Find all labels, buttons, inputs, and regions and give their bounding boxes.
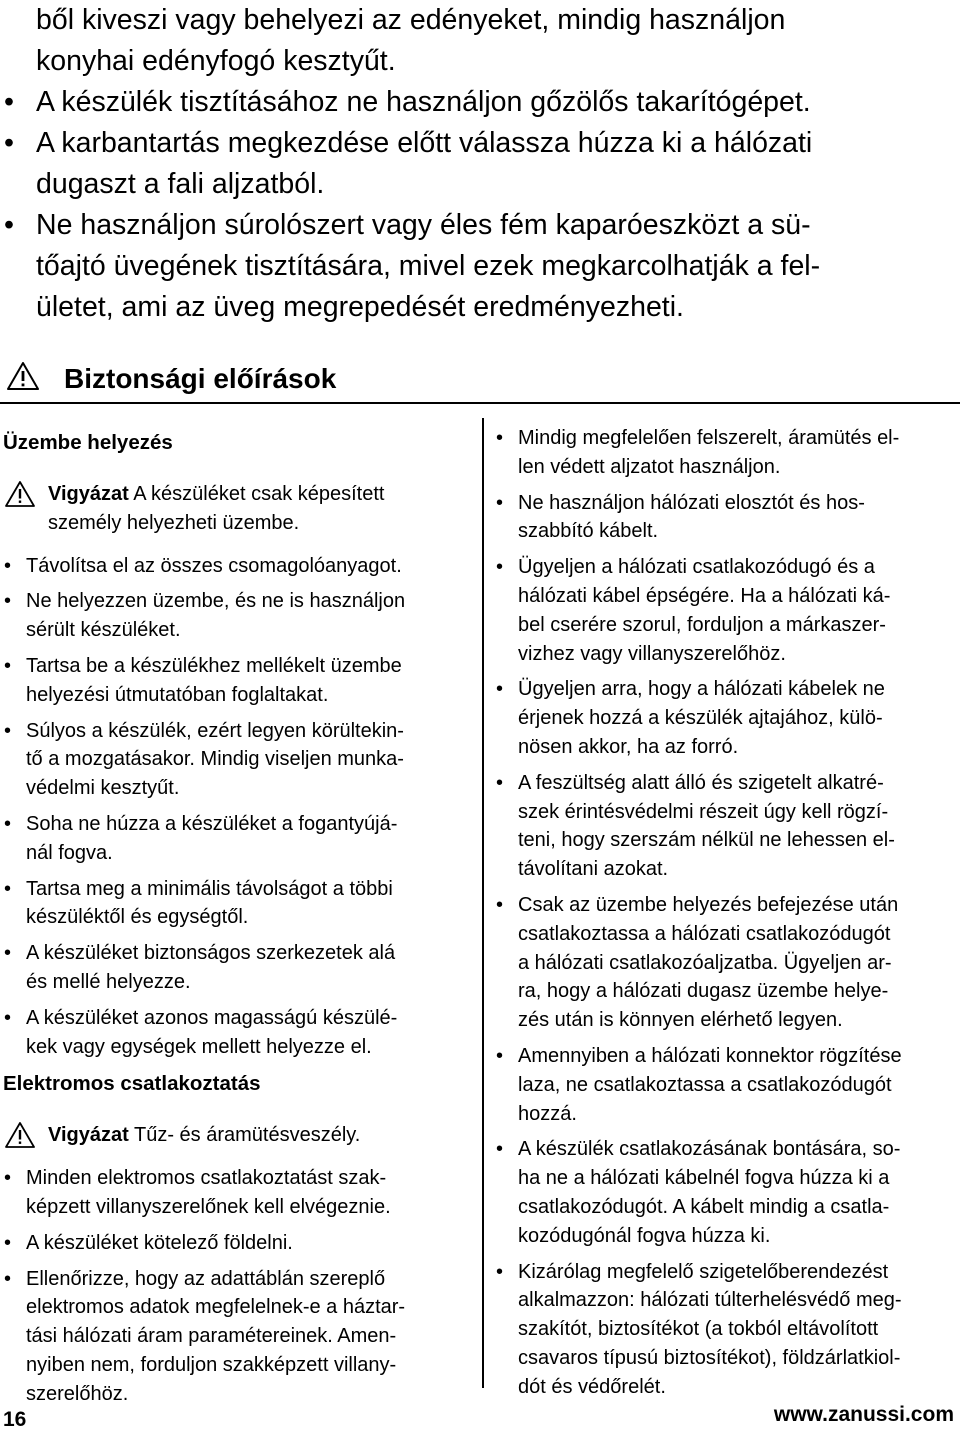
list-item: • Ellenőrizze, hogy az adattáblán szereplő elektromos adatok megfelelnek-e a háztar- tási hálózati áram paramétereinek. Amen- nyiben nem, forduljon szakképzett villany- szerelőhöz. xyxy=(0,1265,470,1409)
list-item: • Amennyiben a hálózati konnektor rögzítése laza, ne csatlakoztassa a csatlakozódugót hozzá. xyxy=(492,1042,960,1128)
electrical-warning: Vigyázat Tűz- és áramütésveszély. xyxy=(0,1121,470,1150)
bullet: • xyxy=(4,554,12,577)
list-item: • Tartsa meg a minimális távolságot a többi készüléktől és egységtől. xyxy=(0,875,470,933)
bullet: • xyxy=(4,1267,12,1290)
intro-line: dugaszt a fali aljzatból. xyxy=(36,168,325,200)
intro-line: • A készülék tisztításához ne használjon gőzölős takarítógépet. xyxy=(0,82,952,123)
column-divider xyxy=(482,418,484,1388)
list-item: • Ügyeljen a hálózati csatlakozódugó és a hálózati kábel épségére. Ha a hálózati ká- bel cserére szorul, forduljon a márkaszer- vizhez vagy villanyszerelőhöz. xyxy=(492,553,960,668)
bullet: • xyxy=(4,209,14,241)
electrical-list xyxy=(0,1164,470,1408)
website-url: www.zanussi.com xyxy=(773,1403,954,1426)
installation-heading: Üzembe helyezés xyxy=(3,431,173,454)
list-item: • A készüléket kötelező földelni. xyxy=(0,1229,470,1258)
section-title: Biztonsági előírások xyxy=(64,363,337,394)
bullet: • xyxy=(4,942,12,965)
list-item: • Tartsa be a készülékhez mellékelt üzembe helyezési útmutatóban foglaltakat. xyxy=(0,652,470,710)
bullet: • xyxy=(4,654,12,677)
bullet: • xyxy=(4,590,12,613)
installation-list xyxy=(0,552,470,1062)
bullet: • xyxy=(4,1231,12,1254)
bullet: • xyxy=(496,491,504,514)
electrical-list-continued xyxy=(492,424,960,1402)
bullet: • xyxy=(496,1044,504,1067)
list-item: • A feszültség alatt álló és szigetelt alkatré- szek érintésvédelmi részeit úgy kell rögzí- teni, hogy szerszám nélkül ne lehessen el- távolítani azokat. xyxy=(492,769,960,884)
list-item: • Csak az üzembe helyezés befejezése után csatlakoztassa a hálózati csatlakozódugót a hálózati csatlakozóaljzatba. Ügyeljen ar- ra, hogy a hálózati dugasz üzembe helye- zés után is könnyen elérhető legyen. xyxy=(492,891,960,1035)
bullet: • xyxy=(496,893,504,916)
electrical-heading: Elektromos csatlakoztatás xyxy=(3,1072,261,1096)
bullet: • xyxy=(496,556,504,579)
bullet: • xyxy=(4,1167,12,1190)
page-number: 16 xyxy=(3,1408,27,1431)
warning-triangle-icon xyxy=(4,480,36,517)
warning-triangle-icon xyxy=(4,1121,36,1158)
warning-label: Vigyázat xyxy=(48,483,129,505)
list-item: • A készüléket azonos magasságú készülé- kek vagy egységek mellett helyezze el. xyxy=(0,1004,470,1062)
warning-triangle-icon xyxy=(6,361,40,396)
bullet: • xyxy=(496,678,504,701)
bullet: • xyxy=(496,1260,504,1283)
bullet: • xyxy=(496,427,504,449)
intro-continuation xyxy=(0,0,952,328)
bullet: • xyxy=(4,127,14,159)
list-item: • Távolítsa el az összes csomagolóanyagot. xyxy=(0,552,470,581)
list-item: • Mindig megfelelően felszerelt, áramütés el- len védett aljzatot használjon. xyxy=(492,424,960,482)
intro-line: konyhai edényfogó kesztyűt. xyxy=(36,45,396,77)
intro-line: ületet, ami az üveg megrepedését eredményezheti. xyxy=(36,291,684,323)
intro-line: tőajtó üvegének tisztítására, mivel ezek megkarcolhatják a fel- xyxy=(36,250,821,282)
list-item: • Ügyeljen arra, hogy a hálózati kábelek ne érjenek hozzá a készülék ajtajához, külö- nösen akkor, ha az forró. xyxy=(492,675,960,761)
list-item: • Kizárólag megfelelő szigetelőberendezést alkalmazzon: hálózati túlterhelésvédő meg- szakítót, biztosítékot (a tokból eltávolított csavaros típusú biztosítékot), földzárlatkiol- dót és védőrelét. xyxy=(492,1258,960,1402)
bullet: • xyxy=(4,86,14,118)
bullet: • xyxy=(4,877,12,900)
intro-line: • A karbantartás megkezdése előtt válassza húzza ki a hálózati xyxy=(0,123,952,164)
left-column xyxy=(0,420,470,1416)
bullet: • xyxy=(496,1138,504,1161)
list-item: • A készülék csatlakozásának bontására, so- ha ne a hálózati kábelnél fogva húzza ki a csatlakozódugót. A kábelt mindig a csatla- kozódugónál fogva húzza ki. xyxy=(492,1135,960,1250)
bullet: • xyxy=(4,812,12,835)
list-item: • Minden elektromos csatlakoztatást szak- képzett villanyszerelőnek kell elvégeznie. xyxy=(0,1164,470,1222)
intro-line: ből kiveszi vagy behelyezi az edényeket, mindig használjon xyxy=(36,4,786,36)
bullet: • xyxy=(4,719,12,742)
right-column xyxy=(492,420,960,1409)
intro-line: • Ne használjon súrolószert vagy éles fém kaparóeszközt a sü- xyxy=(0,205,952,246)
list-item: • Súlyos a készülék, ezért legyen körültekin- tő a mozgatásakor. Mindig viseljen munka- védelmi kesztyűt. xyxy=(0,717,470,803)
list-item: • Soha ne húzza a készüléket a fogantyújá- nál fogva. xyxy=(0,810,470,868)
bullet: • xyxy=(4,1006,12,1029)
list-item: • A készüléket biztonságos szerkezetek alá és mellé helyezze. xyxy=(0,939,470,997)
list-item: • Ne helyezzen üzembe, és ne is használjon sérült készüléket. xyxy=(0,587,470,645)
warning-label: Vigyázat xyxy=(48,1124,129,1147)
installation-warning: Vigyázat A készüléket csak képesített személy helyezheti üzembe. xyxy=(0,480,470,538)
section-heading xyxy=(0,353,960,405)
list-item: • Ne használjon hálózati elosztót és hos- szabbító kábelt. xyxy=(492,489,960,547)
section-rule xyxy=(0,402,960,404)
bullet: • xyxy=(496,771,504,794)
